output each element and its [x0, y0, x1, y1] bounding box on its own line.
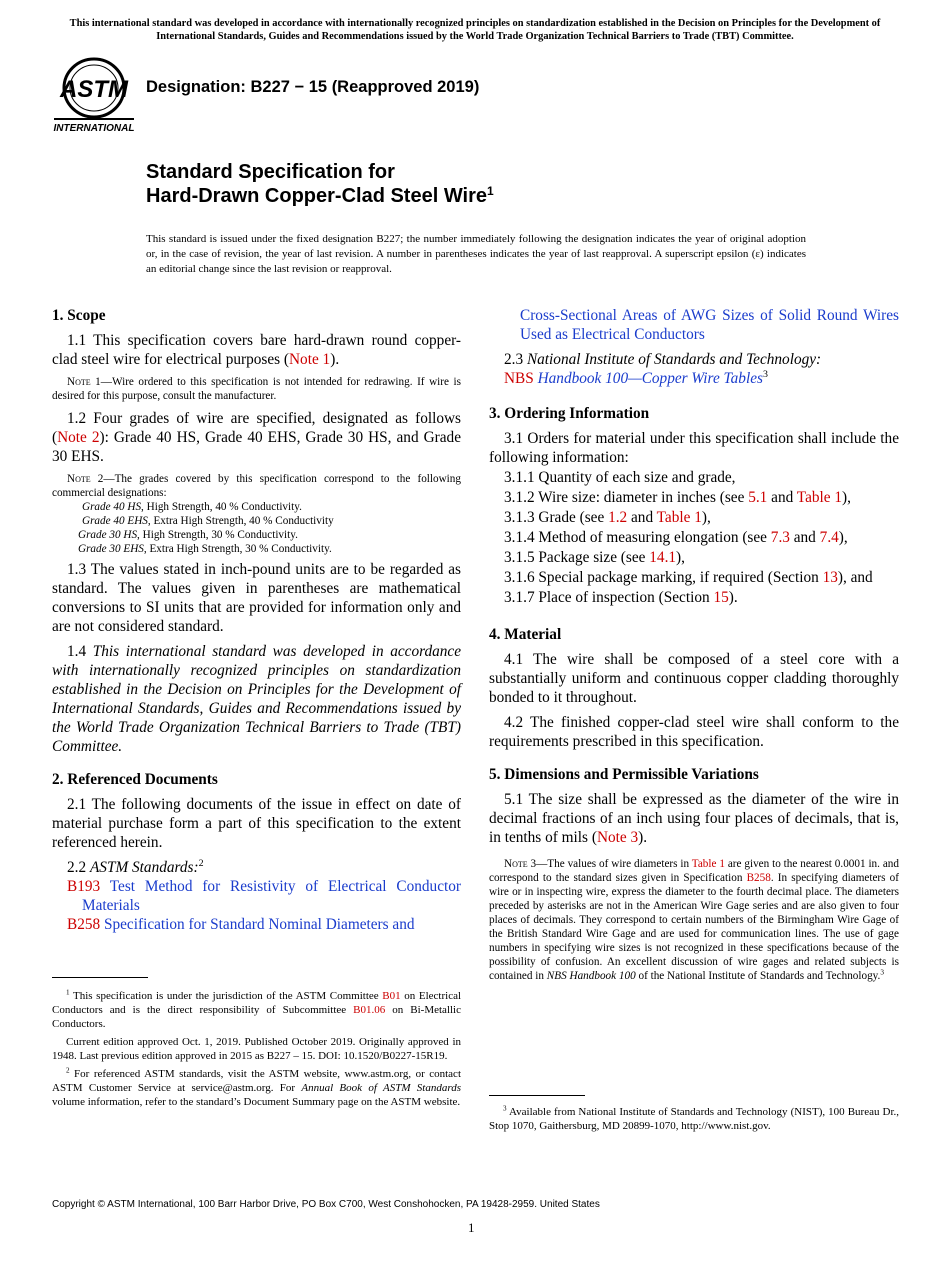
- footnote-1-text-2: on Electrical Conductors and is the direct responsibility of Subcommittee: [52, 990, 462, 1016]
- refdocs-2-2: [52, 858, 461, 877]
- astm-logo-icon: [52, 56, 136, 134]
- footnote-1-text: This specification is under the jurisdiction of the ASTM Committee: [69, 990, 383, 1002]
- footnote-3-text: Available from National Institute of Standards and Technology (NIST), 100 Bureau Dr., Stop 1070, Gaithersburg, MD 20899-1070, http://www.nist.gov.: [489, 1106, 899, 1132]
- ordering-item-text: 3.1.7 Place of inspection (Section: [504, 589, 714, 606]
- footnote-1-marker: 1: [66, 988, 70, 997]
- astm-logo: [52, 56, 136, 134]
- footnote-rule-left: [52, 977, 148, 978]
- note-1-label: Note 1: [67, 376, 101, 388]
- footnote-3-marker: 3: [880, 968, 884, 977]
- ordering-item-text: and: [789, 529, 820, 546]
- footnote-2: [52, 1067, 461, 1109]
- ordering-item: [489, 588, 899, 607]
- note-1-text: —Wire ordered to this specification is not intended for redrawing. If wire is desired for this purpose, consult the manufacturer.: [52, 376, 461, 402]
- ref-nbs-title[interactable]: Handbook 100—Copper Wire Tables: [537, 370, 763, 387]
- grade-desc: , Extra High Strength, 40 % Conductivity: [147, 515, 334, 527]
- note-1: [52, 375, 461, 403]
- ordering-item: [489, 508, 899, 527]
- note-3: [489, 857, 899, 983]
- ordering-item: [489, 488, 899, 507]
- scope-1-1-text: 1.1 This specification covers bare hard-drawn round copper-clad steel wire for electrical purposes (: [52, 332, 461, 368]
- ordering-item-text: ),: [676, 549, 685, 566]
- subcommittee-b01-06-link[interactable]: B01.06: [353, 1004, 386, 1016]
- ref-b193-title[interactable]: Test Method for Resistivity of Electrical Conductor Materials: [82, 878, 461, 914]
- grade-item: [52, 528, 461, 542]
- title-line-1: Standard Specification for: [146, 161, 395, 183]
- document-title: [146, 160, 494, 208]
- table-1-link[interactable]: Table 1: [796, 489, 843, 506]
- ordering-item-text: and: [627, 509, 657, 526]
- footnote-2-marker: 2: [66, 1066, 70, 1075]
- scope-1-4-number: 1.4: [67, 643, 93, 660]
- ordering-item-text: ).: [728, 589, 738, 606]
- dimensions-heading: 5. Dimensions and Permissible Variations: [489, 766, 759, 783]
- section-13-link[interactable]: 13: [822, 569, 838, 586]
- copyright: Copyright © ASTM International, 100 Barr Harbor Drive, PO Box C700, West Conshohocken, PA 19428-2959. United States: [52, 1199, 600, 1210]
- grade-desc: , High Strength, 30 % Conductivity.: [137, 529, 298, 541]
- ref-b258-title-continued[interactable]: Cross-Sectional Areas of AWG Sizes of Solid Round Wires Used as Electrical Conductors: [520, 307, 899, 343]
- logo-org-text: INTERNATIONAL: [53, 123, 135, 134]
- footnote-1: [52, 989, 461, 1031]
- refdocs-2-2-number: 2.2: [67, 859, 90, 876]
- ref-b258-code[interactable]: B258: [67, 916, 101, 933]
- ordering-item-text: 3.1.3 Grade (see: [504, 509, 609, 526]
- refdocs-2-1: 2.1 The following documents of the issue in effect on date of material purchase form a part of this specification to the extent referenced herein.: [52, 796, 461, 851]
- ordering-item-text: 3.1.5 Package size (see: [504, 549, 650, 566]
- footnote-2-book-title: Annual Book of ASTM Standards: [301, 1082, 461, 1094]
- grade-name: Grade 30 HS: [78, 529, 138, 541]
- ordering-item: [489, 568, 899, 587]
- grade-item: [52, 514, 461, 528]
- note-1-link[interactable]: Note 1: [289, 351, 331, 368]
- top-notice: This international standard was developed in accordance with internationally recognized principles on standardization established in the Decision on Principles for the Development of International Standards, Guides and Recommendations issued by the World Trade Organization Technical Barriers to Trade (TBT) Committee.: [69, 18, 881, 42]
- note-2-text: —The grades covered by this specification correspond to the following commercial designations:: [52, 473, 461, 499]
- footnotes-left: [52, 989, 461, 1113]
- scope-1-1: [52, 331, 461, 369]
- grade-name: Grade 40 HS: [82, 501, 142, 513]
- ref-b193-code[interactable]: B193: [67, 878, 101, 895]
- footnote-2-text: For referenced ASTM standards, visit the ASTM website, www.astm.org, or contact ASTM Customer Service at service@astm.org. For: [52, 1068, 461, 1094]
- ordering-item-text: ),: [838, 529, 848, 546]
- ref-b258-continued[interactable]: [489, 306, 899, 344]
- scope-1-4: [52, 642, 461, 756]
- page-number: 1: [468, 1220, 475, 1235]
- material-4-2: 4.2 The finished copper-clad steel wire shall conform to the requirements prescribed in this specification.: [489, 714, 899, 750]
- scope-1-2-end: ): Grade 40 HS, Grade 40 EHS, Grade 30 HS, and Grade 30 EHS.: [52, 429, 461, 465]
- footnote-2-marker: 2: [198, 858, 204, 870]
- nbs-handbook-title: NBS Handbook 100: [546, 970, 636, 982]
- ordering-3-1: 3.1 Orders for material under this specification shall include the following information:: [489, 430, 899, 466]
- material-4-1: 4.1 The wire shall be composed of a steel core with a substantially uniform and continuous copper cladding thoroughly bonded to it throughout.: [489, 651, 899, 706]
- left-column: [52, 306, 461, 934]
- ordering-item: 3.1.1 Quantity of each size and grade,: [504, 469, 736, 486]
- note-2: [52, 472, 461, 556]
- material-heading: 4. Material: [489, 626, 562, 643]
- note-2-label: Note 2: [67, 473, 104, 485]
- note-3-text: —The values of wire diameters in: [536, 858, 692, 870]
- section-7-4-link[interactable]: 7.4: [819, 529, 839, 546]
- section-5-1-link[interactable]: 5.1: [748, 489, 768, 506]
- ordering-item-text: and: [767, 489, 797, 506]
- dimensions-5-1-text: 5.1 The size shall be expressed as the diameter of the wire in decimal fractions of an inch using four places of decimals, that is, in tenths of mils (: [489, 791, 899, 846]
- ordering-item-text: 3.1.6 Special package marking, if required (Section: [504, 569, 823, 586]
- title-line-2-text: Hard-Drawn Copper-Clad Steel Wire: [146, 185, 487, 207]
- grade-desc: , High Strength, 40 % Conductivity.: [141, 501, 302, 513]
- scope-1-2: [52, 409, 461, 466]
- note-3-label: Note 3: [504, 858, 537, 870]
- grade-desc: , Extra High Strength, 30 % Conductivity.: [143, 543, 332, 555]
- astm-standards-label: ASTM Standards:: [89, 859, 199, 876]
- dimensions-5-1-end: ).: [638, 829, 648, 846]
- note-3-text-2: are given to the nearest 0.0001 in. and correspond to the standard sizes given in Specification: [489, 858, 899, 884]
- refdocs-2-3: [489, 350, 899, 369]
- grade-item: [52, 542, 461, 556]
- designation: Designation: B227 − 15 (Reapproved 2019): [146, 78, 480, 96]
- scope-1-2-text: 1.2 Four grades of wire are specified, designated as follows (: [52, 410, 461, 446]
- section-7-3-link[interactable]: 7.3: [770, 529, 790, 546]
- issued-note: This standard is issued under the fixed designation B227; the number immediately following the designation indicates the year of original adoption or, in the case of revision, the year of last revision. A number in parentheses indicates the year of last reapproval. A superscript epsilon (ε) indicates an editorial change since the last revision or reapproval.: [146, 233, 806, 275]
- ref-nbs-code[interactable]: NBS: [504, 370, 534, 387]
- ordering-heading: 3. Ordering Information: [489, 405, 650, 422]
- ref-nbs-handbook[interactable]: [489, 369, 899, 388]
- section-15-link[interactable]: 15: [713, 589, 729, 606]
- refdocs-2-3-number: 2.3: [504, 351, 527, 368]
- footnote-1-text-3: on Bi-Metallic Conductors.: [52, 1004, 461, 1030]
- logo-letters: ASTM: [60, 76, 128, 103]
- note-3-link[interactable]: Note 3: [596, 829, 639, 846]
- section-1-2-link[interactable]: 1.2: [608, 509, 628, 526]
- table-1-link[interactable]: Table 1: [656, 509, 702, 526]
- section-14-1-link[interactable]: 14.1: [649, 549, 677, 566]
- ordering-item-text: ), and: [837, 569, 873, 586]
- dimensions-5-1: [489, 790, 899, 847]
- nist-label: National Institute of Standards and Technology:: [526, 351, 822, 368]
- ordering-item: [489, 548, 899, 567]
- title-line-2: [146, 184, 494, 208]
- spec-b258-link[interactable]: B258: [746, 872, 771, 884]
- scope-1-1-end: ).: [330, 351, 340, 368]
- ordering-item-text: ),: [701, 509, 711, 526]
- ref-b258-title[interactable]: Specification for Standard Nominal Diameters and: [103, 916, 415, 933]
- title-footnote-marker: 1: [487, 184, 494, 198]
- refdocs-heading: 2. Referenced Documents: [52, 771, 218, 788]
- scope-heading: 1. Scope: [52, 307, 106, 324]
- grade-item: [52, 500, 461, 514]
- committee-b01-link[interactable]: B01: [382, 990, 401, 1002]
- ordering-item-text: 3.1.2 Wire size: diameter in inches (see: [504, 489, 749, 506]
- footnote-3: [489, 1105, 899, 1133]
- ordering-item-text: ),: [842, 489, 851, 506]
- ordering-item-text: 3.1.4 Method of measuring elongation (see: [504, 529, 771, 546]
- table-1-link[interactable]: Table 1: [691, 858, 725, 870]
- note-3-text-3: . In specifying diameters of wire or in inspecting wire, express the diameter to the fourth decimal place. The diameters preceded by asterisks are not in the American Wire Gage series and are also given to four places of decimals. They correspond to certain numbers of the Birmingham Wire Gage of the British Standard Wire Gage and are used for communication lines. The use of gage numbers in specifying wire sizes is not recognized in these specifications because of the possibility of confusion. An excellent discussion of wire gages and related subjects is contained in: [489, 872, 899, 982]
- ref-b193[interactable]: [52, 877, 461, 915]
- footnote-2-text-2: volume information, refer to the standard’s Document Summary page on the ASTM website.: [52, 1096, 461, 1108]
- ordering-item: [489, 528, 899, 547]
- note-3-text-4: of the National Institute of Standards and Technology.: [635, 970, 881, 982]
- footnotes-right: [489, 1105, 899, 1137]
- note-2-intro: [52, 472, 461, 500]
- ref-b258[interactable]: [52, 915, 461, 934]
- grade-name: Grade 40 EHS: [82, 515, 148, 527]
- note-2-link[interactable]: Note 2: [57, 429, 100, 446]
- right-column: [489, 306, 899, 989]
- scope-1-3: 1.3 The values stated in inch-pound units are to be regarded as standard. The values given in parentheses are mathematical conversions to SI units that are provided for information only and are not considered standard.: [52, 561, 461, 635]
- grade-name: Grade 30 EHS: [78, 543, 144, 555]
- scope-1-4-text: This international standard was developed in accordance with internationally recognized principles on standardization established in the Decision on Principles for the Development of International Standards, Guides and Recommendations issued by the World Trade Organization Technical Barriers to Trade (TBT) Committee.: [52, 643, 461, 755]
- footnote-1-edition: Current edition approved Oct. 1, 2019. Published October 2019. Originally approved in 1948. Last previous edition approved in 2015 as B227 – 15. DOI: 10.1520/B0227-15R19.: [52, 1036, 461, 1062]
- footnote-3-marker: 3: [503, 1104, 507, 1113]
- footnote-rule-right: [489, 1095, 585, 1096]
- footnote-3-marker: 3: [762, 369, 768, 381]
